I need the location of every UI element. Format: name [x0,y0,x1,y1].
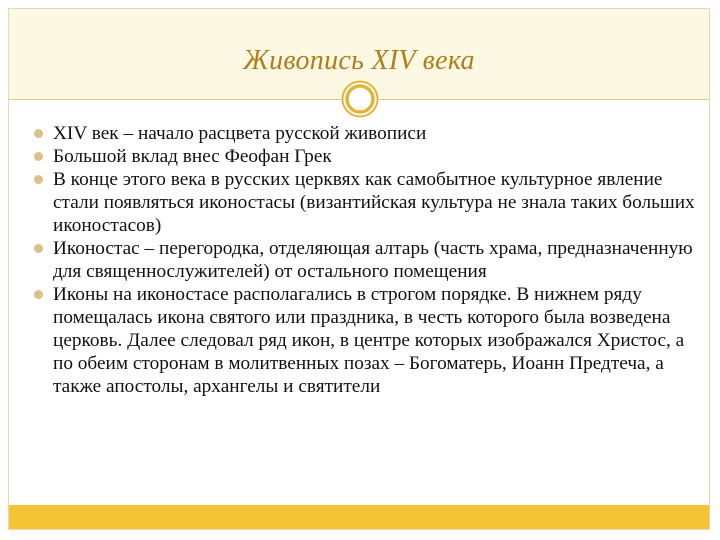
bullet-text: Большой вклад внес Феофан Грек [53,146,332,167]
bullet-text: Иконостас – перегородка, отделяющая алтарь (часть храма, предназначенную для священнослужителей) от остального помещения [53,238,693,282]
bullet-item [34,168,704,237]
bullet-item [34,145,704,168]
bullet-text: XIV век – начало расцвета русской живописи [53,123,427,144]
bullet-dot-icon [34,175,43,184]
bullet-dot-icon [34,129,43,138]
bullet-item [34,122,704,145]
bullet-text: Иконы на иконостасе располагались в строгом порядке. В нижнем ряду помещалась икона святого или праздника, в честь которого была возведена церковь. Далее следовал ряд икон, в центре которых изображался Христос, а по обеим сторонам в молитвенных позах – Богоматерь, Иоанн Предтеча, а также апостолы, архангелы и святители [53,284,685,397]
bullet-dot-icon [34,244,43,253]
footer-accent-band [9,505,709,529]
bullet-list [34,122,704,398]
bullet-text: В конце этого века в русских церквях как самобытное культурное явление стали появляться иконостасы (византийская культура не знала таких больших иконостасов) [53,169,695,236]
bullet-dot-icon [34,152,43,161]
bullet-item [34,237,704,283]
slide-title: Живопись XIV века [243,45,475,76]
bullet-dot-icon [34,290,43,299]
bullet-item [34,283,704,398]
ring-ornament-icon [341,80,379,118]
